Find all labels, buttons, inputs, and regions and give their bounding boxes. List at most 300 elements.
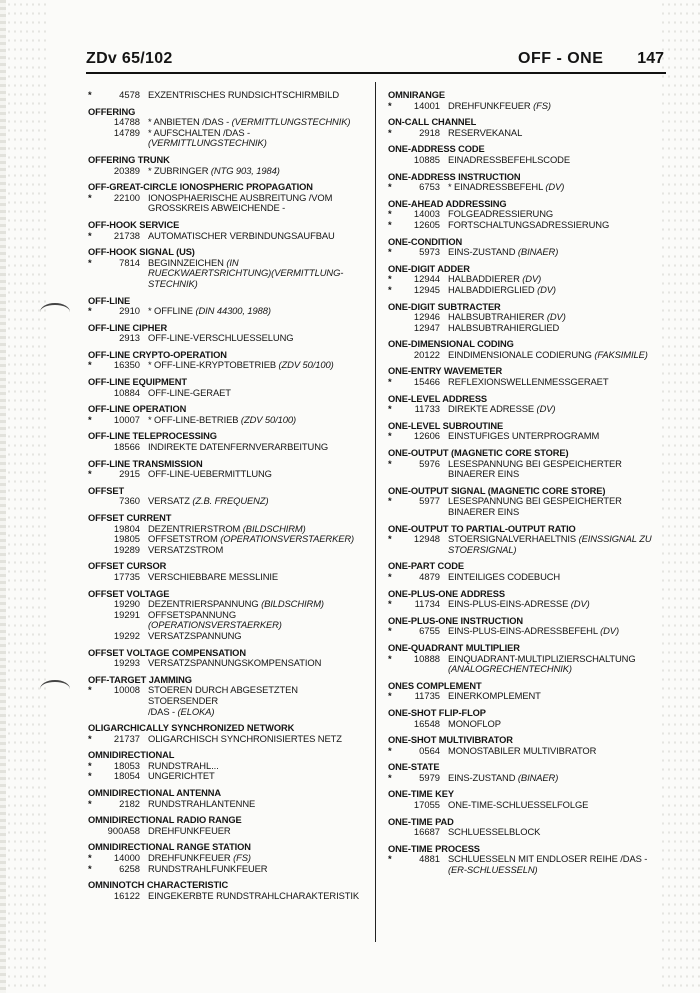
translation-line	[388, 691, 672, 702]
source-reference: (DV)	[570, 598, 590, 610]
dictionary-entry	[88, 842, 370, 874]
source-reference: (OPERATIONSVERSTAERKER)	[220, 533, 355, 545]
translation-text	[448, 155, 672, 166]
standard-marker: *	[388, 771, 392, 783]
dictionary-entry	[388, 643, 672, 675]
dictionary-entry	[388, 394, 672, 415]
translation-line	[388, 101, 672, 112]
dictionary-entry	[88, 675, 370, 717]
translation-text	[148, 572, 370, 583]
dictionary-entry	[388, 708, 672, 729]
translation-text	[448, 572, 672, 583]
dictionary-entry	[88, 589, 370, 642]
entry-term: ONE-SHOT FLIP-FLOP	[388, 707, 486, 718]
standard-marker: *	[388, 246, 392, 258]
entry-code: 19291	[113, 608, 140, 620]
translation-main: EXZENTRISCHES RUNDSICHTSCHIRMBILD	[148, 89, 339, 100]
entry-code: 2918	[419, 126, 440, 138]
translation-main: OFF-LINE-GERAET	[148, 386, 231, 398]
translation-line	[88, 631, 370, 642]
translation-main: STOERSIGNALVERHAELTNIS	[448, 533, 577, 545]
entry-term: ONE-LEVEL SUBROUTINE	[388, 420, 504, 431]
translation-text	[148, 138, 370, 149]
translation-main: RESERVEKANAL	[448, 126, 523, 138]
translation-line	[388, 459, 672, 470]
translation-text	[448, 377, 672, 388]
dictionary-entry	[88, 513, 370, 555]
entry-term: OFF-HOOK SERVICE	[88, 219, 180, 230]
source-reference: STOERSIGNAL)	[448, 543, 517, 555]
entry-term: ONE-TIME KEY	[388, 789, 454, 800]
translation-text	[448, 404, 672, 415]
entry-term: ONE-ADDRESS CODE	[388, 144, 485, 155]
translation-text	[148, 388, 370, 399]
translation-text	[148, 415, 370, 426]
dictionary-entry	[388, 486, 672, 518]
translation-line	[88, 90, 370, 101]
entry-code: 21737	[113, 732, 140, 744]
translation-line	[88, 166, 370, 177]
entry-code: 2910	[119, 305, 140, 317]
source-reference: (BINAER)	[517, 771, 559, 783]
standard-marker: *	[388, 457, 392, 469]
translation-text	[148, 734, 370, 745]
entry-term: OMNIDIRECTIONAL RADIO RANGE	[88, 815, 242, 826]
translation-main: OFF-LINE-VERSCHLUESSELUNG	[148, 332, 294, 344]
translation-line	[388, 626, 672, 637]
translation-line	[88, 685, 370, 706]
standard-marker: *	[388, 690, 392, 702]
page-number: 147	[637, 50, 664, 67]
entry-code: 14000	[113, 852, 140, 864]
entry-term: OFFSET	[88, 485, 125, 496]
translation-main: RUNDSTRAHLANTENNE	[148, 797, 256, 809]
translation-text	[448, 128, 672, 139]
translation-main: * OFFLINE	[148, 305, 193, 317]
dictionary-entry	[88, 247, 370, 289]
translation-main: HALBSUBTRAHIERGLIED	[448, 321, 560, 333]
translation-line	[388, 827, 672, 838]
entry-code: 12945	[413, 283, 440, 295]
source-reference: (VERMITTLUNGSTECHNIK)	[148, 137, 267, 149]
entry-code: 14001	[413, 99, 440, 111]
source-reference: (DV)	[600, 625, 619, 637]
dictionary-entry	[388, 589, 672, 610]
translation-main: VERSATZSPANNUNG	[148, 629, 242, 641]
translation-line	[88, 799, 370, 810]
translation-main: * AUFSCHALTEN /DAS -	[148, 126, 251, 138]
standard-marker: *	[88, 759, 92, 771]
entry-term: OMNINOTCH CHARACTERISTIC	[88, 880, 229, 891]
punch-hole-mark	[40, 303, 70, 321]
entry-code: 14003	[413, 208, 440, 220]
source-reference: STECHNIK)	[148, 277, 198, 289]
entry-term: ONE-ENTRY WAVEMETER	[388, 366, 503, 377]
translation-line	[388, 155, 672, 166]
entry-term: ONE-PLUS-ONE INSTRUCTION	[388, 615, 523, 626]
standard-marker: *	[388, 652, 392, 664]
standard-marker: *	[388, 625, 392, 637]
standard-marker: *	[88, 468, 92, 480]
entry-code: 19805	[113, 533, 140, 545]
dictionary-entry	[388, 366, 672, 387]
dictionary-entry	[88, 296, 370, 317]
translation-line	[88, 469, 370, 480]
translation-text	[448, 865, 672, 876]
source-reference: (OPERATIONSVERSTAERKER)	[148, 619, 282, 631]
entry-code: 12946	[413, 311, 440, 323]
dictionary-entry	[388, 762, 672, 783]
standard-marker: *	[388, 273, 392, 285]
translation-main: * OFF-LINE-BETRIEB	[148, 413, 239, 425]
translation-text	[148, 469, 370, 480]
translation-text	[448, 182, 672, 193]
dictionary-entry	[388, 817, 672, 838]
translation-text	[448, 664, 672, 675]
entry-code: 5976	[419, 457, 440, 469]
entry-code: 18566	[113, 441, 140, 453]
entry-code: 12947	[413, 321, 440, 333]
dictionary-entry	[88, 107, 370, 149]
translation-line	[388, 496, 672, 507]
translation-line	[88, 864, 370, 875]
column-divider	[375, 82, 376, 942]
dictionary-entry	[88, 404, 370, 425]
translation-main: * ANBIETEN /DAS -	[148, 116, 230, 128]
translation-main: VERSCHIEBBARE MESSLINIE	[148, 570, 279, 582]
entry-term: ONE-QUADRANT MULTIPLIER	[388, 642, 520, 653]
translation-text	[148, 203, 370, 214]
entry-term: ONE-TIME PROCESS	[388, 843, 480, 854]
translation-text	[148, 279, 370, 290]
entry-term: OFFERING TRUNK	[88, 154, 170, 165]
entry-code: 20389	[113, 164, 140, 176]
standard-marker: *	[388, 853, 392, 865]
entry-code: 18053	[113, 759, 140, 771]
translation-text	[148, 90, 370, 101]
translation-main: ONE-TIME-SCHLUESSELFOLGE	[448, 799, 589, 811]
entry-term: OFF-GREAT-CIRCLE IONOSPHERIC PROPAGATION	[88, 182, 313, 193]
source-reference: (BILDSCHIRM)	[261, 598, 324, 610]
translation-main: EINGEKERBTE RUNDSTRAHLCHARAKTERISTIK	[148, 889, 360, 901]
entry-term: ONE-DIGIT SUBTRACTER	[388, 301, 501, 312]
dictionary-entry	[88, 431, 370, 452]
entry-code: 19804	[113, 522, 140, 534]
dictionary-entry	[88, 220, 370, 241]
dictionary-entry	[88, 815, 370, 836]
translation-line	[388, 182, 672, 193]
translation-line	[388, 128, 672, 139]
dictionary-entry	[388, 90, 672, 111]
entry-term: OFFSET CURSOR	[88, 561, 167, 572]
translation-main: FORTSCHALTUNGSADRESSIERUNG	[448, 218, 610, 230]
translation-main: DEZENTRIERSTROM	[148, 522, 241, 534]
translation-main: MONOSTABILER MULTIVIBRATOR	[448, 744, 597, 756]
entry-code: 10008	[113, 684, 140, 696]
translation-text	[448, 599, 672, 610]
dictionary-entry	[88, 377, 370, 398]
entry-code: 21738	[113, 229, 140, 241]
entry-term: OFFSET CURRENT	[88, 513, 172, 523]
dictionary-entry	[388, 117, 672, 138]
translation-main: EINSTUFIGES UNTERPROGRAMM	[448, 430, 600, 442]
entry-term: OFFERING	[88, 106, 136, 117]
translation-line	[388, 599, 672, 610]
translation-line	[88, 279, 370, 290]
translation-text	[148, 442, 370, 453]
dictionary-entry	[388, 448, 672, 480]
translation-text	[148, 771, 370, 782]
translation-main: EINQUADRANT-MULTIPLIZIERSCHALTUNG	[448, 652, 636, 664]
dictionary-entry	[388, 172, 672, 193]
translation-main: * ZUBRINGER	[148, 164, 209, 176]
dictionary-entry	[88, 459, 370, 480]
entry-term: ONE-DIMENSIONAL CODING	[388, 339, 514, 350]
source-reference: (FS)	[233, 852, 251, 864]
translation-line	[88, 442, 370, 453]
right-column	[388, 90, 672, 882]
dictionary-entry	[388, 339, 672, 360]
translation-text	[448, 507, 672, 518]
source-reference: (DV)	[536, 403, 556, 415]
entry-term: OFF-LINE CIPHER	[88, 322, 168, 333]
translation-line	[88, 545, 370, 556]
entry-term: ONE-OUTPUT SIGNAL (MAGNETIC CORE STORE)	[388, 485, 606, 496]
translation-main: OLIGARCHISCH SYNCHRONISIERTES NETZ	[148, 732, 342, 744]
standard-marker: *	[388, 181, 392, 193]
translation-line	[88, 415, 370, 426]
source-reference: (BINAER)	[517, 246, 559, 258]
entry-term: OFF-LINE OPERATION	[88, 404, 187, 415]
entry-code: 6753	[419, 181, 440, 193]
standard-marker: *	[88, 732, 92, 744]
translation-line	[88, 658, 370, 669]
entry-code: 19293	[113, 657, 140, 669]
translation-line	[388, 545, 672, 556]
translation-main: * OFF-LINE-KRYPTOBETRIEB	[148, 359, 277, 371]
entry-code: 4879	[419, 570, 440, 582]
entry-term: OMNIRANGE	[388, 90, 445, 100]
translation-line	[88, 826, 370, 837]
standard-marker: *	[88, 413, 92, 425]
translation-text	[448, 746, 672, 757]
translation-main: SCHLUESSELBLOCK	[448, 826, 541, 838]
source-reference: (ER-SCHLUESSELN)	[448, 864, 538, 876]
translation-line	[388, 377, 672, 388]
source-reference: (ZDV 50/100)	[240, 413, 296, 425]
dictionary-entry	[388, 616, 672, 637]
dictionary-entry	[388, 735, 672, 756]
entry-code: 12605	[413, 218, 440, 230]
dictionary-entry	[88, 323, 370, 344]
source-reference: (EINSSIGNAL ZU	[578, 533, 652, 545]
translation-text	[448, 545, 672, 556]
entry-code: 2915	[119, 468, 140, 480]
translation-line	[88, 496, 370, 507]
entry-code: 5977	[419, 495, 440, 507]
translation-line	[388, 469, 672, 480]
translation-text	[448, 827, 672, 838]
entry-term: OFF-TARGET JAMMING	[88, 674, 192, 685]
translation-line	[88, 306, 370, 317]
standard-marker: *	[388, 376, 392, 388]
translation-main: DREHFUNKFEUER	[448, 99, 531, 111]
translation-line	[88, 138, 370, 149]
translation-line	[388, 664, 672, 675]
translation-main: IONOSPHAERISCHE AUSBREITUNG /VOM	[148, 191, 333, 203]
translation-line	[88, 771, 370, 782]
translation-text	[148, 685, 370, 706]
dictionary-entry	[88, 155, 370, 176]
translation-main: LESESPANNUNG BEI GESPEICHERTER	[448, 457, 622, 469]
dictionary-entry	[88, 750, 370, 782]
translation-text	[448, 285, 672, 296]
standard-marker: *	[388, 218, 392, 230]
scan-noise-left	[6, 0, 46, 993]
translation-line	[388, 431, 672, 442]
source-reference: (DIN 44300, 1988)	[195, 305, 271, 317]
entry-term: ONE-PART CODE	[388, 561, 465, 572]
standard-marker: *	[388, 533, 392, 545]
entry-code: 16687	[413, 826, 440, 838]
dictionary-entry	[388, 681, 672, 702]
standard-marker: *	[388, 430, 392, 442]
translation-line	[388, 800, 672, 811]
translation-main: OFFSETSTROM	[148, 533, 218, 545]
translation-text	[148, 891, 370, 902]
translation-line	[388, 773, 672, 784]
entry-code: 20122	[413, 348, 440, 360]
translation-main: BEGINNZEICHEN	[148, 256, 224, 268]
translation-text	[148, 826, 370, 837]
standard-marker: *	[88, 862, 92, 874]
entry-term: OFF-LINE EQUIPMENT	[88, 377, 187, 388]
dictionary-entry	[88, 788, 370, 809]
translation-main: EINS-PLUS-EINS-ADRESSBEFEHL	[448, 625, 598, 637]
entry-code: 14788	[113, 116, 140, 128]
translation-main: OFF-LINE-UEBERMITTLUNG	[148, 468, 272, 480]
translation-line	[88, 891, 370, 902]
translation-main: VERSATZ	[148, 495, 190, 507]
translation-text	[448, 469, 672, 480]
dictionary-entry	[88, 561, 370, 582]
entry-term: ONES COMPLEMENT	[388, 680, 482, 691]
translation-main: VERSATZSPANNUNGSKOMPENSATION	[148, 657, 322, 669]
source-reference: (DV)	[537, 283, 556, 295]
translation-main: MONOFLOP	[448, 717, 501, 729]
source-reference: (BILDSCHIRM)	[242, 522, 306, 534]
translation-main: EINS-ZUSTAND	[448, 246, 516, 258]
translation-line	[388, 247, 672, 258]
translation-text	[448, 431, 672, 442]
entry-term: OFF-HOOK SIGNAL (US)	[88, 247, 195, 258]
translation-main: LESESPANNUNG BEI GESPEICHERTER	[448, 495, 622, 507]
entry-term: ONE-DIGIT ADDER	[388, 263, 470, 274]
translation-main: RUNDSTRAHL...	[148, 759, 219, 771]
entry-term: OFF-LINE	[88, 295, 131, 306]
entry-code: 11733	[414, 403, 440, 415]
standard-marker: *	[388, 598, 392, 610]
entry-code: 4578	[119, 89, 140, 100]
standard-marker: *	[388, 126, 392, 138]
entry-term: OMNIDIRECTIONAL ANTENNA	[88, 788, 222, 799]
standard-marker: *	[88, 770, 92, 782]
translation-line	[88, 572, 370, 583]
translation-main: DEZENTRIERSPANNUNG	[148, 598, 259, 610]
entry-code: 17735	[113, 570, 140, 582]
translation-text	[148, 231, 370, 242]
standard-marker: *	[88, 256, 92, 268]
source-reference: (ANALOGRECHENTECHNIK)	[448, 663, 572, 675]
entry-code: 14789	[113, 126, 140, 138]
punch-hole-mark	[40, 680, 70, 698]
translation-main: /DAS -	[148, 705, 176, 717]
translation-line	[88, 360, 370, 371]
translation-line	[88, 268, 370, 279]
entry-code: 19289	[113, 543, 140, 555]
translation-main: * EINADRESSBEFEHL	[448, 181, 543, 193]
entry-code: 17055	[413, 799, 440, 811]
standard-marker: *	[388, 744, 392, 756]
entry-term: ONE-TIME PAD	[388, 816, 454, 827]
entry-code: 10007	[113, 413, 140, 425]
dictionary-entry	[88, 486, 370, 507]
translation-line	[388, 404, 672, 415]
dictionary-entry	[388, 199, 672, 231]
translation-text	[448, 101, 672, 112]
dictionary-entry	[388, 421, 672, 442]
translation-text	[148, 496, 370, 507]
standard-marker: *	[88, 305, 92, 317]
dictionary-entry	[388, 144, 672, 165]
translation-line	[388, 865, 672, 876]
entry-code: 5979	[419, 771, 440, 783]
left-column	[88, 90, 370, 907]
dictionary-entry	[88, 880, 370, 901]
entry-term: ONE-LEVEL ADDRESS	[388, 393, 488, 404]
header-rule	[86, 72, 666, 74]
translation-text	[148, 545, 370, 556]
translation-main: EINS-ZUSTAND	[448, 771, 516, 783]
entry-term: OFFSET VOLTAGE COMPENSATION	[88, 647, 246, 658]
standard-marker: *	[388, 283, 392, 295]
entry-term: ONE-ADDRESS INSTRUCTION	[388, 171, 521, 182]
entry-code: 16548	[413, 717, 440, 729]
entry-code: 6258	[119, 862, 140, 874]
translation-line	[88, 734, 370, 745]
dictionary-entry	[88, 648, 370, 669]
translation-text	[148, 360, 370, 371]
translation-text	[148, 799, 370, 810]
source-reference: (DV)	[546, 311, 566, 323]
entry-code: 16122	[113, 889, 140, 901]
entry-term: ONE-AHEAD ADDRESSING	[388, 198, 507, 209]
entry-term: ONE-SHOT MULTIVIBRATOR	[388, 735, 513, 746]
entry-code: 11734	[414, 598, 440, 610]
translation-text	[448, 691, 672, 702]
translation-main: REFLEXIONSWELLENMESSGERAET	[448, 376, 609, 388]
translation-text	[148, 166, 370, 177]
translation-main: EINADRESSBEFEHLSCODE	[448, 153, 570, 165]
entry-term: OMNIDIRECTIONAL	[88, 750, 175, 761]
translation-main: AUTOMATISCHER VERBINDUNGSAUFBAU	[148, 229, 335, 241]
dictionary-entry	[388, 264, 672, 296]
standard-marker: *	[88, 852, 92, 864]
source-reference: RUECKWAERTSRICHTUNG)(VERMITTLUNG-	[148, 267, 344, 279]
document-id: ZDv 65/102	[86, 50, 173, 67]
translation-line	[88, 231, 370, 242]
translation-line	[88, 333, 370, 344]
